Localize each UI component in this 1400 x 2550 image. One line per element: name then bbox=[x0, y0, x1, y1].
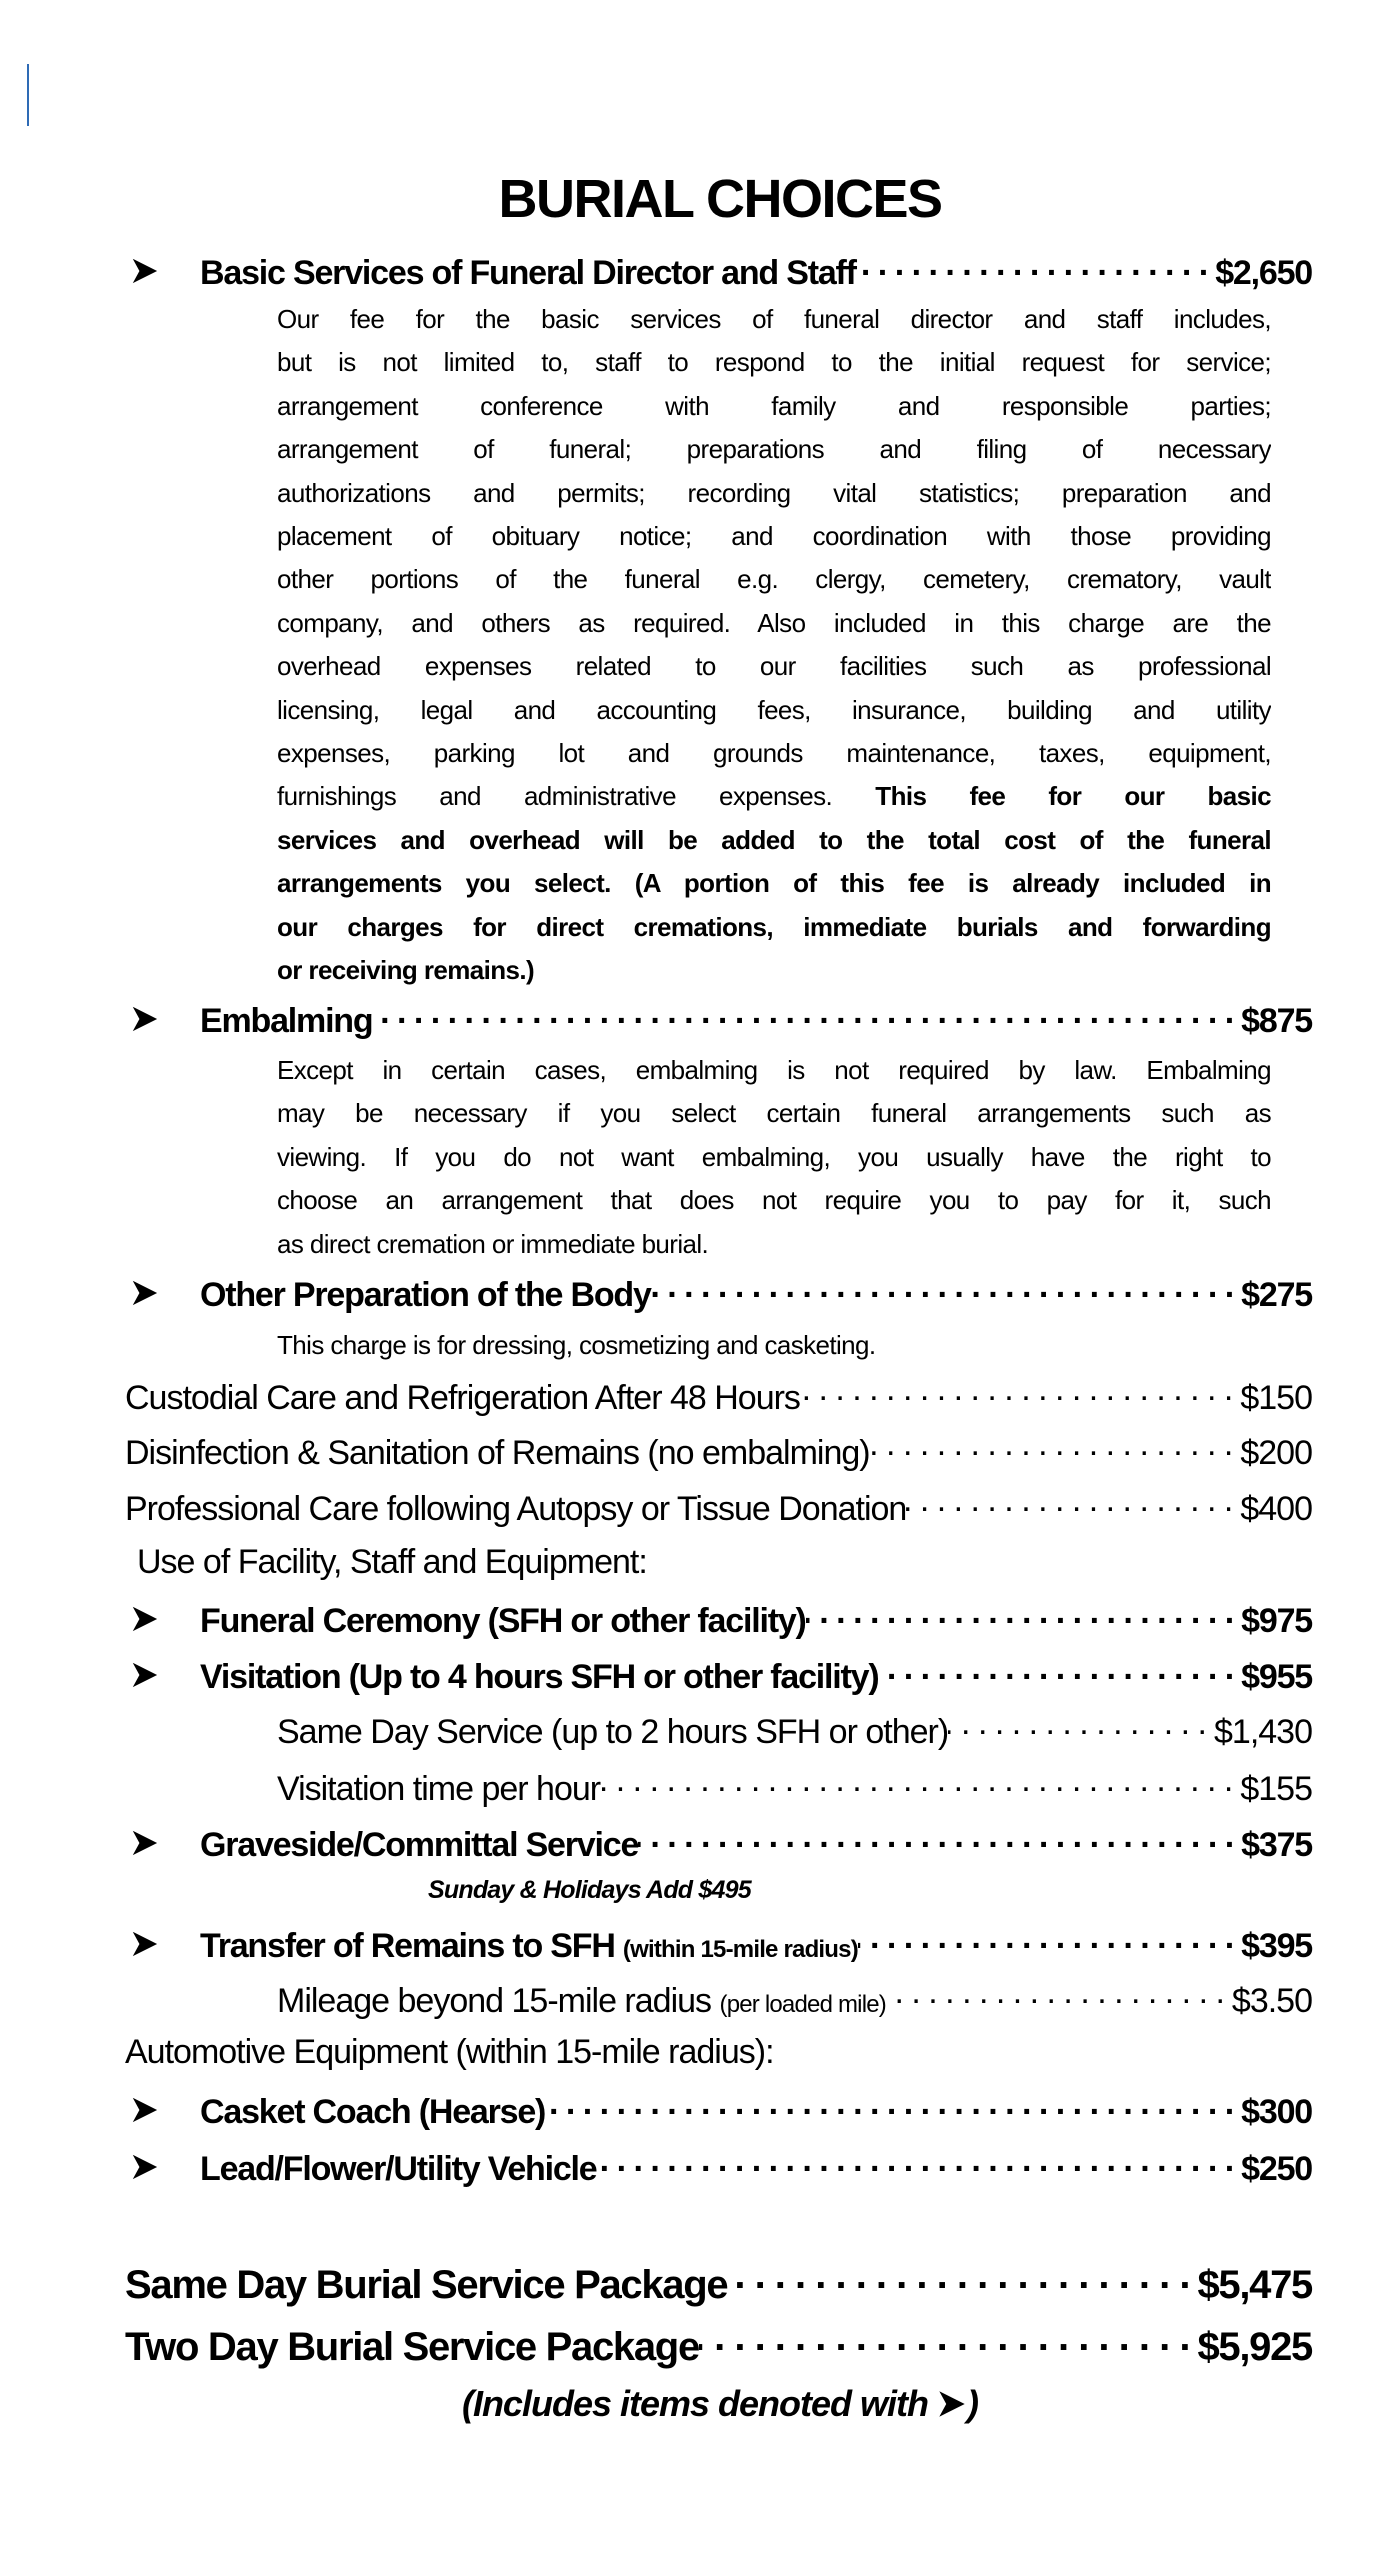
dot-leader bbox=[597, 2146, 1238, 2180]
item-label bbox=[200, 1002, 372, 1041]
item-label-text: Visitation time per hour bbox=[277, 1770, 601, 1808]
includes-note-text: (Includes items denoted with bbox=[461, 2383, 929, 2424]
paragraph-line bbox=[277, 695, 1271, 727]
price-row-disinfection bbox=[125, 1430, 1312, 1473]
paragraph-line bbox=[277, 1185, 1271, 1217]
paragraph-text: arrangement of funeral; preparations and filing of necessary bbox=[277, 434, 1271, 465]
paragraph-line bbox=[277, 521, 1271, 553]
paragraph-bold-text: This fee for our basic bbox=[875, 781, 1271, 812]
paragraph-text: furnishings and administrative expenses. bbox=[277, 781, 876, 812]
item-price: $250 bbox=[1241, 2150, 1312, 2188]
item-price: $3.50 bbox=[1231, 1982, 1312, 2020]
dot-leader bbox=[886, 1978, 1228, 2012]
item-label bbox=[200, 1602, 806, 1641]
item-price: $150 bbox=[1240, 1379, 1312, 1417]
item-label bbox=[200, 1826, 638, 1865]
item-label-text: Graveside/Committal Service bbox=[200, 1826, 639, 1864]
paragraph-text: authorizations and permits; recording vital statistics; preparation and bbox=[277, 477, 1271, 508]
item-price: $1,430 bbox=[1214, 1713, 1312, 1751]
item-label bbox=[200, 254, 856, 293]
paragraph-line bbox=[277, 738, 1271, 770]
item-label-text: Two Day Burial Service Package bbox=[125, 2325, 699, 2369]
item-label-text: Casket Coach (Hearse) bbox=[200, 2093, 546, 2131]
item-label bbox=[277, 1982, 886, 2021]
paragraph-text: Our fee for the basic services of funeral director and staff includes, bbox=[277, 304, 1271, 334]
paragraph-text: viewing. If you do not want embalming, you usually have the right to bbox=[277, 1141, 1271, 1172]
item-price: $5,925 bbox=[1197, 2325, 1312, 2369]
price-row-basic bbox=[200, 250, 1312, 293]
item-label-text: Other Preparation of the Body bbox=[200, 1276, 651, 1314]
paragraph-bold-text: services and overhead will be added to the total cost of the funeral bbox=[277, 824, 1271, 855]
dot-leader bbox=[651, 1272, 1237, 1306]
paragraph-text: placement of obituary notice; and coordination with those providing bbox=[277, 521, 1271, 551]
paragraph-line bbox=[277, 347, 1271, 379]
paragraph-text: as direct cremation or immediate burial. bbox=[277, 1228, 709, 1259]
paragraph-text: company, and others as required. Also included in this charge are the bbox=[277, 607, 1271, 638]
paragraph-text: overhead expenses related to our facilities such as professional bbox=[277, 651, 1271, 682]
item-label-text: Lead/Flower/Utility Vehicle bbox=[200, 2150, 597, 2188]
page-title: BURIAL CHOICES bbox=[498, 169, 942, 229]
paragraph-text: choose an arrangement that does not require you to pay for it, such bbox=[277, 1185, 1271, 1216]
paragraph-line bbox=[277, 912, 1271, 944]
item-label-text: Custodial Care and Refrigeration After 48 Hours bbox=[125, 1379, 800, 1417]
item-price: $300 bbox=[1241, 2093, 1312, 2131]
text-cursor bbox=[27, 64, 29, 126]
price-row-same-day bbox=[125, 2258, 1312, 2308]
paragraph-text: arrangement conference with family and responsible parties; bbox=[277, 390, 1271, 421]
dot-leader bbox=[699, 2320, 1194, 2360]
item-price: $2,650 bbox=[1215, 254, 1312, 292]
paragraph-line bbox=[277, 434, 1271, 466]
arrow-bullet-icon bbox=[132, 1830, 158, 1856]
dot-leader bbox=[600, 1766, 1236, 1800]
includes-note-close: ) bbox=[967, 2383, 979, 2424]
arrow-bullet-icon bbox=[132, 1280, 158, 1306]
price-row-graveside bbox=[200, 1822, 1312, 1865]
price-row-ceremony bbox=[200, 1598, 1312, 1641]
item-label bbox=[200, 1276, 651, 1315]
price-row-hearse bbox=[200, 2089, 1312, 2132]
arrow-bullet-icon bbox=[132, 258, 158, 284]
dot-leader bbox=[372, 998, 1237, 1032]
paragraph-text: licensing, legal and accounting fees, insurance, building and utility bbox=[277, 694, 1271, 725]
item-label-text: Mileage beyond 15-mile radius bbox=[277, 1982, 712, 2020]
item-price: $375 bbox=[1241, 1826, 1312, 1864]
arrow-bullet-icon bbox=[132, 2154, 158, 2180]
item-label-text: Disinfection & Sanitation of Remains (no embalming) bbox=[125, 1434, 870, 1472]
other-prep-note: This charge is for dressing, cosmetizing and casketing. bbox=[277, 1330, 876, 1360]
price-row-lead-vehicle bbox=[200, 2146, 1312, 2189]
item-label-text: Professional Care following Autopsy or Tissue Donation bbox=[125, 1490, 907, 1528]
item-label bbox=[200, 1658, 879, 1697]
paragraph-line bbox=[277, 1142, 1271, 1174]
item-label bbox=[200, 1927, 858, 1966]
item-label bbox=[200, 2093, 545, 2132]
item-label bbox=[125, 2263, 727, 2308]
includes-note bbox=[0, 2383, 1400, 2425]
item-qualifier: (within 15-mile radius) bbox=[622, 1936, 858, 1963]
item-label bbox=[277, 1770, 600, 1809]
dot-leader bbox=[727, 2258, 1193, 2298]
paragraph-text: expenses, parking lot and grounds maintenance, taxes, equipment, bbox=[277, 738, 1271, 768]
item-price: $200 bbox=[1240, 1434, 1312, 1472]
dot-leader bbox=[879, 1654, 1238, 1688]
paragraph-text: may be necessary if you select certain funeral arrangements such as bbox=[277, 1098, 1271, 1129]
paragraph-line bbox=[277, 1229, 1271, 1259]
paragraph-line bbox=[277, 825, 1271, 857]
price-row-autopsy bbox=[125, 1486, 1312, 1529]
item-price: $955 bbox=[1241, 1658, 1312, 1696]
item-label-text: Funeral Ceremony (SFH or other facility) bbox=[200, 1602, 806, 1640]
item-label-text: Same Day Burial Service Package bbox=[125, 2263, 728, 2307]
facility-section-heading: Use of Facility, Staff and Equipment: bbox=[137, 1543, 647, 1581]
dot-leader bbox=[870, 1430, 1237, 1464]
item-price: $5,475 bbox=[1197, 2263, 1312, 2307]
paragraph-line bbox=[277, 1055, 1271, 1087]
item-qualifier: (per loaded mile) bbox=[719, 1991, 886, 2018]
price-row-transfer bbox=[200, 1923, 1312, 1966]
item-label bbox=[125, 2325, 699, 2370]
dot-leader bbox=[856, 250, 1211, 284]
price-row-custodial bbox=[125, 1375, 1312, 1418]
item-label bbox=[125, 1490, 906, 1529]
item-label bbox=[125, 1379, 800, 1418]
graveside-surcharge-note: Sunday & Holidays Add $495 bbox=[428, 1876, 751, 1904]
paragraph-line bbox=[277, 304, 1271, 336]
item-label bbox=[200, 2150, 597, 2189]
paragraph-text: but is not limited to, staff to respond to the initial request for service; bbox=[277, 347, 1271, 378]
item-price: $400 bbox=[1240, 1490, 1312, 1528]
item-price: $975 bbox=[1241, 1602, 1312, 1640]
item-label-text: Transfer of Remains to SFH bbox=[200, 1927, 615, 1965]
dot-leader bbox=[545, 2089, 1237, 2123]
item-price: $275 bbox=[1241, 1276, 1312, 1314]
item-price: $395 bbox=[1241, 1927, 1312, 1965]
price-row-embalming bbox=[200, 998, 1312, 1041]
price-row-other-prep bbox=[200, 1272, 1312, 1315]
paragraph-text: other portions of the funeral e.g. clergy, cemetery, crematory, vault bbox=[277, 564, 1271, 595]
item-label bbox=[125, 1434, 870, 1473]
item-label-text: Visitation (Up to 4 hours SFH or other facility) bbox=[200, 1658, 879, 1696]
item-label-text: Embalming bbox=[200, 1002, 373, 1040]
dot-leader bbox=[948, 1709, 1210, 1743]
paragraph-line bbox=[277, 478, 1271, 510]
item-label-text: Same Day Service (up to 2 hours SFH or other) bbox=[277, 1713, 949, 1751]
arrow-bullet-icon bbox=[132, 1931, 158, 1957]
arrow-bullet-icon bbox=[132, 1606, 158, 1632]
paragraph-line bbox=[277, 955, 1271, 985]
dot-leader bbox=[638, 1822, 1237, 1856]
paragraph-bold-text: our charges for direct cremations, immediate burials and forwarding bbox=[277, 911, 1271, 942]
arrow-bullet-icon bbox=[132, 1662, 158, 1688]
dot-leader bbox=[858, 1923, 1237, 1957]
dot-leader bbox=[806, 1598, 1237, 1632]
paragraph-line bbox=[277, 781, 1271, 813]
item-label bbox=[277, 1713, 948, 1752]
price-row-visitation-hour bbox=[277, 1766, 1312, 1809]
paragraph-line bbox=[277, 391, 1271, 423]
arrow-bullet-icon bbox=[937, 2388, 967, 2420]
paragraph-line bbox=[277, 868, 1271, 900]
paragraph-line bbox=[277, 608, 1271, 640]
paragraph-bold-text: or receiving remains.) bbox=[277, 955, 535, 985]
price-row-two-day bbox=[125, 2320, 1312, 2370]
price-row-mileage bbox=[277, 1978, 1312, 2021]
item-price: $155 bbox=[1240, 1770, 1312, 1808]
paragraph-text: Except in certain cases, embalming is not required by law. Embalming bbox=[277, 1055, 1271, 1085]
dot-leader bbox=[800, 1375, 1236, 1409]
paragraph-line bbox=[277, 1098, 1271, 1130]
price-row-visitation bbox=[200, 1654, 1312, 1697]
price-row-same-day-service bbox=[277, 1709, 1312, 1752]
item-price: $875 bbox=[1241, 1002, 1312, 1040]
arrow-bullet-icon bbox=[132, 1006, 158, 1032]
automotive-section-heading: Automotive Equipment (within 15-mile radius): bbox=[125, 2033, 774, 2071]
dot-leader bbox=[906, 1486, 1236, 1520]
paragraph-bold-text: arrangements you select. (A portion of this fee is already included in bbox=[277, 868, 1271, 899]
item-label-text: Basic Services of Funeral Director and Staff bbox=[200, 254, 856, 292]
paragraph-line bbox=[277, 651, 1271, 683]
arrow-bullet-icon bbox=[132, 2097, 158, 2123]
paragraph-line bbox=[277, 564, 1271, 596]
